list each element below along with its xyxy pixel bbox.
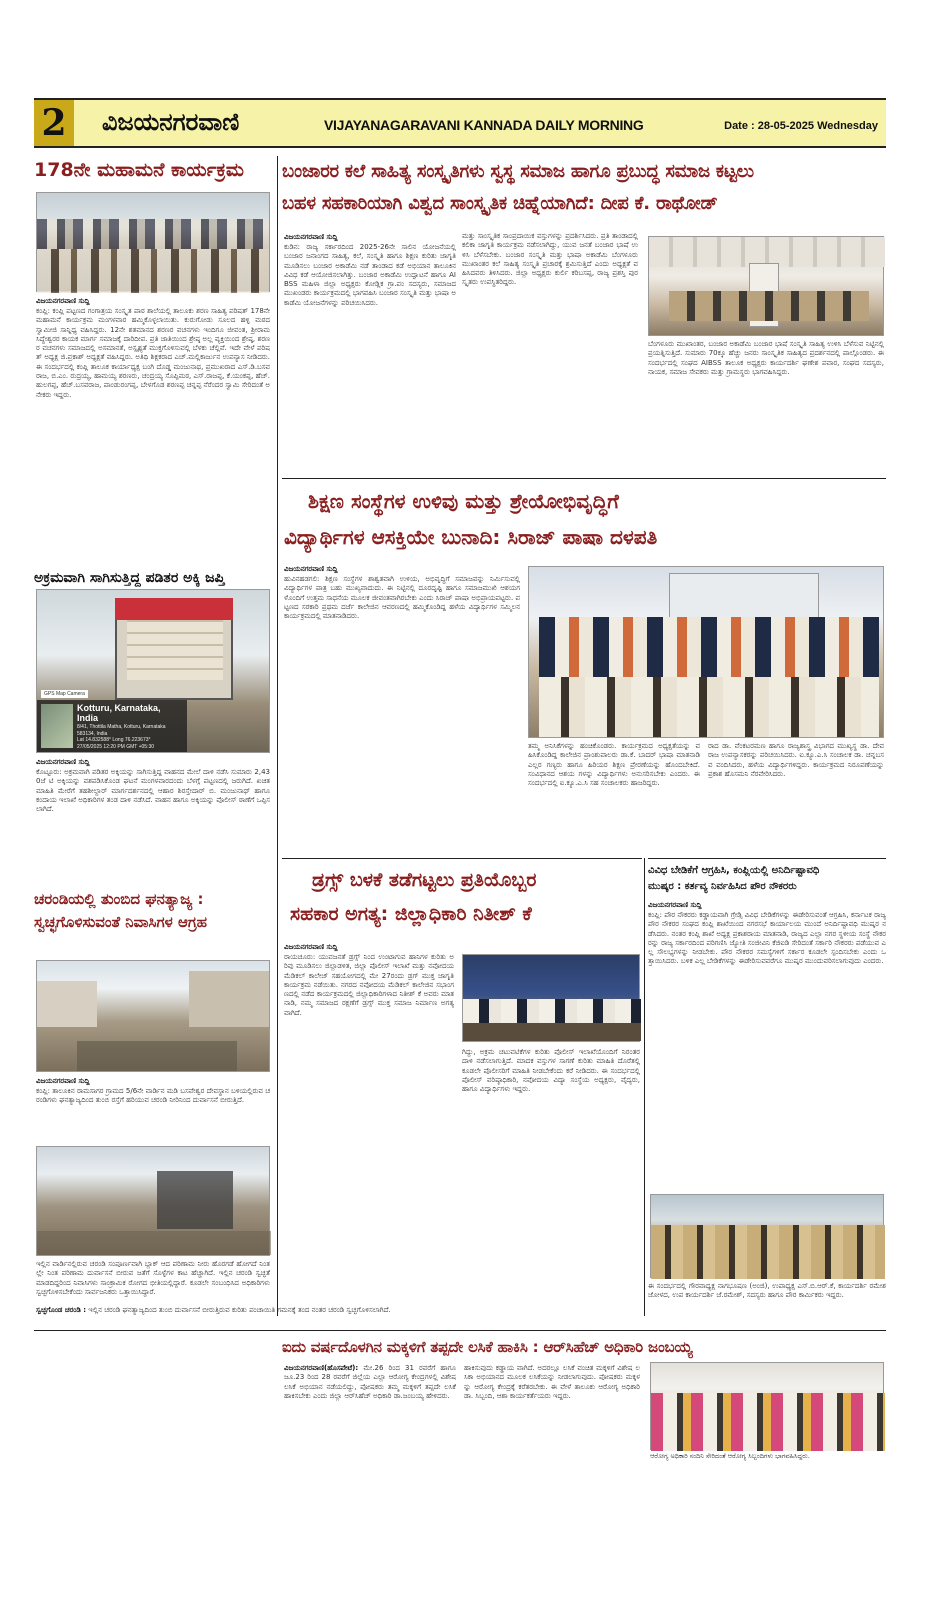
article-mahamane <box>34 156 272 564</box>
vaccination-photo <box>650 1362 884 1450</box>
byline: ವಿಜಯನಗರವಾಣಿ(ಹೊಸಪೇಟೆ): <box>284 1364 359 1372</box>
headline-line-1: ಚರಂಡಿಯಲ್ಲಿ ತುಂಬಿದ ಘನತ್ಯಾಜ್ಯ : <box>34 890 204 908</box>
column-rule <box>277 156 278 1316</box>
truck-photo <box>36 589 270 753</box>
headline-line-2: ಸಹಕಾರ ಅಗತ್ಯ: ಜಿಲ್ಲಾಧಿಕಾರಿ ನಿತೀಶ್ ಕೆ <box>290 903 532 925</box>
article-banjara <box>282 156 886 478</box>
article-body: ಕಂಪ್ಲಿ: ಕಂಪ್ಲಿ ಪಟ್ಟಣದ ಗಂಗಾತ್ರಯ ಸಂಸ್ಕೃತ ಪಾಠ ಶಾಲೆಯಲ್ಲಿ ತಾಲೂಕು ಶರಣ ಸಾಹಿತ್ಯ ಪರಿಷತ್ 178ನೇ ಮಹಾಮನೆ ಕಾರ್ಯಕ್ರಮ ಮಂಗಳವಾರ ಹಮ್ಮಿಕೊಳ್ಳಲಾಯಿತು. ಕುರುಗೋಡು ಸೂಲದ ಹಳ್ಳಿ ಮಠದ ಸ್ವಾಮೀಜಿ ಸಾನ್ನಿಧ್ಯ ವಹಿಸಿದ್ದರು. 12ನೇ ಶತಮಾನದ ಶರಣರ ವಚನಗಳು ಇಂದಿಗೂ ಜೀವಂತ, ಶ್ರೀರಾಮ ಸಿದ್ಧೇಶ್ವರರ ಕಾಯಕ ಮಾರ್ಗ ಸಮಾಜಕ್ಕೆ ದಾರಿದೀಪ. ಪ್ರತಿ ಜಾತಿಯಿಂದ ಶ್ರೇಷ್ಠ ಅಲ್ಲ ವ್ಯಕ್ತಿಯಿಂದ ಶ್ರೇಷ್ಠ, ಶರಣರ ವಚನಗಳು ಸಮಾಜದಲ್ಲಿ ಅಸಮಾನತೆ, ಅಸ್ಪೃಶ್ಯತೆ ಮುಕ್ತಗೊಳಿಸುವಲ್ಲಿ ಬೆಳಕು ಚೆಲ್ಲಿವೆ. ಇದೇ ವೇಳೆ ಪರಿಷತ್ ಅಧ್ಯಕ್ಷ ಜಿ.ಪ್ರಕಾಶ್ ಅಧ್ಯಕ್ಷತೆ ವಹಿಸಿದ್ದರು. ಅತಿಥಿ ಶಿಕ್ಷಕರಾದ ಎಚ್.ಮಲ್ಲಿಕಾರ್ಜುನ ಉಪನ್ಯಾಸ ನೀಡಿದರು. ಈ ಸಂದರ್ಭದಲ್ಲಿ ಕಂಪ್ಲಿ ತಾಲೂಕ ಕಾರ್ಯಾಧ್ಯಕ್ಷ ಬಂಗಿ ದೊಡ್ಡ ಮಂಜುನಾಥ, ಪ್ರಮುಖರಾದ ಎಸ್.ಡಿ.ಬಸವರಾಜ, ಬಿ.ಎಂ. ರುದ್ರಯ್ಯ, ಹಾಮಯ್ಯ ಶರಣರು, ಚಂದ್ರಯ್ಯ ಸೊಪ್ಪಿಮಠ, ಎಸ್.ರಾಜಪ್ಪ, ಕೆ.ಯಂಕಪ್ಪ, ಹೆಚ್.ಹುಲಗಪ್ಪ, ಹೆಚ್.ಬಸವರಾಜ, ಪಾಂಡುರಂಗಪ್ಪ, ಬೇಳಗೊಡ ಶರಣಪ್ಪ ಚನ್ನಪ್ಪ ನೆರೆಂದರ ಸ್ವಾಮಿ ಸೇರಿದಂತೆ ಅನೇಕರು ಇದ್ದರು. <box>36 307 273 399</box>
headline-line-2: ಮುಷ್ಕರ : ಕರ್ತವ್ಯ ನಿರ್ವಹಿಸಿದ ಪೌರ ನೌಕರರು <box>648 881 797 892</box>
drug-awareness-photo <box>462 954 640 1042</box>
article-body-col-2: ಮತ್ತು ಸಾಂಸ್ಕೃತಿಕ ಸಾಂಪ್ರದಾಯಿಕ ವಸ್ತುಗಳನ್ನು ಪ್ರದರ್ಶಿಸಿದರು. ಪ್ರತಿ ತಾಂಡಾದಲ್ಲಿ ಕಲಿಕಾ ಜಾಗೃತಿ ಕಾರ್ಯಕ್ರಮ ನಡೆಸಲಾಗಿದ್ದು, ಯುವ ಜನತೆ ಬಂಜಾರ ಭಾಷೆ ಉಳಿಸಿ ಬೆಳೆಸಬೇಕು. ಬಂಜಾರ ಸಂಸ್ಕೃತಿ ಮತ್ತು ಭಾಷಾ ಅಕಾಡೆಮಿ ಬೆಂಗಳೂರು ಮುಖಾಂತರ ಕಲೆ ಸಾಹಿತ್ಯ ಸಂಸ್ಕೃತಿ ಪ್ರಚಾರಕ್ಕೆ ಶ್ರಮಿಸುತ್ತಿದೆ ಎಂದು ಅಧ್ಯಕ್ಷತೆ ವಹಿಸಿದವರು ತಿಳಿಸಿದರು. ಜಿಲ್ಲಾ ಅಧ್ಯಕ್ಷರು ಕುರ್ಲಿ ಕರಿಬಸಪ್ಪ, ರಾಜ್ಯ ಪ್ರಶಸ್ತಿ ಪುರಸ್ಕೃತರು ಉಪಸ್ಥಿತರಿದ್ದರು. <box>462 232 641 287</box>
article-body-col-1: ಮೇ.26 ರಿಂದ 31 ರವರೆಗೆ ಹಾಗೂ ಜೂ.23 ರಿಂದ 28 ರವರೆಗೆ ಜಿಲ್ಲೆಯ ಎಲ್ಲಾ ಆರೋಗ್ಯ ಕೇಂದ್ರಗಳಲ್ಲಿ ವಿಶೇಷ ಲಸಿಕೆ ಅಭಿಯಾನ ನಡೆಯಲಿದ್ದು, ಪೋಷಕರು ತಮ್ಮ ಮಕ್ಕಳಿಗೆ ತಪ್ಪದೇ ಲಸಿಕೆ ಹಾಕಿಸಬೇಕು ಎಂದು ಜಿಲ್ಲಾ ಆರ್‌ಸಿಹೆಚ್ ಅಧಿಕಾರಿ ಡಾ.ಜಂಬಯ್ಯ ಹೇಳಿದರು. <box>284 1364 456 1400</box>
gps-camera-tag: GPS Map Camera <box>41 690 88 698</box>
headline-line-2: ಸ್ವಚ್ಛಗೊಳಿಸುವಂತೆ ನಿವಾಸಿಗಳ ಆಗ್ರಹ <box>34 913 208 931</box>
masthead-name-en: VIJAYANAGARAVANI KANNADA DAILY MORNING <box>324 117 644 133</box>
byline: ವಿಜಯನಗರವಾಣಿ ಸುದ್ದಿ <box>36 758 90 766</box>
banjara-event-photo <box>648 236 884 336</box>
map-thumbnail <box>41 704 73 748</box>
photo-detail: 8/41, Thottila Matha, Kotturu, Karnataka 583134, India Lat 14.832588° Long 76.223673° 27/05/2025 12:20 PM GMT +05:30 <box>77 724 166 750</box>
article-strike <box>648 858 889 1316</box>
group-photo <box>36 192 270 292</box>
masthead <box>34 98 886 148</box>
article-body-3: ಇಲ್ಲಿನ ಚರಂಡಿ ಘನತ್ಯಾಜ್ಯದಿಂದ ತುಂಬಿ ದುರ್ವಾಸನೆ ಬೀರುತ್ತಿರುವ ಕುರಿತು ಪಂಚಾಯಿತಿ ಗಮನಕ್ಕೆ ತಂದ ನಂತರ ಚರಂಡಿ ಸ್ವಚ್ಛಗೊಳಿಸಲಾಗಿದೆ. <box>88 1306 391 1314</box>
byline: ವಿಜಯನಗರವಾಣಿ ಸುದ್ದಿ <box>36 297 90 305</box>
article-body-col-1: ಕುಡಿನ: ರಾಜ್ಯ ಸರ್ಕಾರದಿಂದ 2025-26ನೇ ಸಾಲಿನ ಯೋಜನೆಯಲ್ಲಿ ಬಂಜಾರ ಜನಾಂಗದ ಸಾಹಿತ್ಯ, ಕಲೆ, ಸಂಸ್ಕೃತಿ ಹಾಗೂ ಶಿಕ್ಷಣ ಕುರಿತು ಜಾಗೃತಿ ಮೂಡಿಸಲು ಬಂಜಾರ ಅಕಾಡೆಮಿ ನಡೆ ತಾಂಡಾದ ಕಡೆ ಅಭಿಯಾನ ತಾಲೂಕಿನ ವಿವಿಧ ಕಡೆ ಆಯೋಜಿಸಲಾಗಿತ್ತು. ಬಂಜಾರ ಅಕಾಡೆಮಿ ಉದ್ಘಾಟನೆ ಹಾಗೂ AIBSS ಮಹಿಳಾ ಜಿಲ್ಲಾ ಅಧ್ಯಕ್ಷರು ಕೋಡ್ಲಿಕ ಗ್ರಾ.ಪಂ ಸದಸ್ಯರು, ಸಮಾಜದ ಮುಖಂಡರು ಕಾರ್ಯಕ್ರಮದಲ್ಲಿ ಭಾಗವಹಿಸಿ ಬಂಜಾರ ಸಂಸ್ಕೃತಿ ಮತ್ತು ಭಾಷಾ ಅಕಾಡೆಮಿ ಯೋಜನೆಗಳನ್ನು ಪರಿಚಯಿಸಿದರು. <box>284 243 459 307</box>
photo-caption: ಈ ಸಂದರ್ಭದಲ್ಲಿ ಗೌರವಾಧ್ಯಕ್ಷ ನಾಗಭೂಷಣ (ಅಂಜಿ), ಉಪಾಧ್ಯಕ್ಷ ಎಸ್.ಬಿ.ಆರ್.ಕೆ, ಕಾರ್ಯದರ್ಶಿ ರಮೇಶ ಜೋಳದ, ಉಪ ಕಾರ್ಯದರ್ಶಿ ಜೆ.ರಮೇಶ್, ಸದಸ್ಯರು ಹಾಗೂ ಪೌರ ಕಾರ್ಮಿಕರು ಇದ್ದರು. <box>648 1282 889 1300</box>
headline-line-1: ಶಿಕ್ಷಣ ಸಂಸ್ಥೆಗಳ ಉಳಿವು ಮತ್ತು ಶ್ರೇಯೋಭಿವೃದ್ಧಿಗೆ <box>308 489 619 513</box>
photo-caption: ಆರೋಗ್ಯ ಅಧಿಕಾರಿ ಸಂದಿನಿ ಸೇರಿದಂತೆ ಆರೋಗ್ಯ ಸಿಬ್ಬಂದಿಗಳು ಭಾಗವಹಿಸಿದ್ದರು. <box>650 1452 810 1460</box>
headline-line-2: ವಿದ್ಯಾರ್ಥಿಗಳ ಆಸಕ್ತಿಯೇ ಬುನಾದಿ: ಸಿರಾಜ್ ಪಾಷಾ ದಳಪತಿ <box>284 525 658 549</box>
headline-line-1: ಬಂಜಾರರ ಕಲೆ ಸಾಹಿತ್ಯ ಸಂಸ್ಕೃತಿಗಳು ಸ್ವಸ್ಥ ಸಮಾಜ ಹಾಗೂ ಪ್ರಬುದ್ಧ ಸಮಾಜ ಕಟ್ಟಲು <box>282 161 754 182</box>
article-body-col-2: ಗಿದ್ದು, ಅಕ್ರಮ ಚಟುವಟಿಕೆಗಳ ಕುರಿತು ಪೊಲೀಸ್ ಇಲಾಖೆಯೊಂದಿಗೆ ನಿರಂತರ ದಾಳಿ ನಡೆಸಲಾಗುತ್ತಿದೆ. ಮಾದಕ ವಸ್ತುಗಳ ಸಾಗಣೆ ಕುರಿತು ಮಾಹಿತಿ ದೊರೆತಲ್ಲಿ ಕೂಡಲೇ ಪೊಲೀಸರಿಗೆ ಮಾಹಿತಿ ನೀಡಬೇಕೆಂದು ಕರೆ ನೀಡಿದರು. ಈ ಸಂದರ್ಭದಲ್ಲಿ ಪೊಲೀಸ್ ವರಿಷ್ಠಾಧಿಕಾರಿ, ನವೋದಯ ವಿದ್ಯಾ ಸಂಸ್ಥೆಯ ಅಧ್ಯಕ್ಷರು, ವೈದ್ಯರು, ಹಾಗೂ ವಿದ್ಯಾರ್ಥಿಗಳು ಇದ್ದರು. <box>462 1048 643 1094</box>
byline: ವಿಜಯನಗರವಾಣಿ ಸುದ್ದಿ <box>284 233 338 241</box>
article-body-col-2: ಹಾಕಿಸುವುದು ಕಡ್ಡಾಯ ವಾಗಿದೆ. ಅದರಲ್ಲೂ ಲಸಿಕೆ ವಂಚಿತ ಮಕ್ಕಳಿಗೆ ವಿಶೇಷ ಲಸಿಕಾ ಅಭಿಯಾನದ ಮೂಲಕ ಲಸಿಕೆಯನ್ನು ನೀಡಲಾಗುವುದು. ಪೋಷಕರು ಮಕ್ಕಳನ್ನು ಆರೋಗ್ಯ ಕೇಂದ್ರಕ್ಕೆ ಕರೆತರಬೇಕು. ಈ ವೇಳೆ ತಾಲೂಕು ಆರೋಗ್ಯ ಅಧಿಕಾರಿ ಡಾ. ಸಿಬ್ಬಂದಿ, ಆಶಾ ಕಾರ್ಯಕರ್ತೆಯರು ಇದ್ದರು. <box>464 1364 643 1400</box>
headline-line-1: ಡ್ರಗ್ಸ್ ಬಳಕೆ ತಡೆಗಟ್ಟಲು ಪ್ರತಿಯೊಬ್ಬರ <box>312 869 537 891</box>
headline: 178ನೇ ಮಹಾಮನೆ ಕಾರ್ಯಕ್ರಮ <box>34 159 244 181</box>
headline: ಐದು ವರ್ಷದೊಳಗಿನ ಮಕ್ಕಳಿಗೆ ತಪ್ಪದೇ ಲಸಿಕೆ ಹಾಕಿಸಿ : ಆರ್‌ಸಿಹೆಚ್ ಅಧಿಕಾರಿ ಜಂಬಯ್ಯ <box>282 1338 693 1356</box>
alumni-meet-photo <box>528 566 884 738</box>
byline: ವಿಜಯನಗರವಾಣಿ ಸುದ್ದಿ <box>284 565 338 573</box>
subhead: ಸ್ವಚ್ಛಗೊಂಡ ಚರಂಡಿ : <box>36 1306 87 1314</box>
byline: ವಿಜಯನಗರವಾಣಿ ಸುದ್ದಿ <box>648 901 702 909</box>
article-body: ಕಂಪ್ಲಿ: ಪೌರ ನೌಕರರು ಕಡ್ಡಾಯವಾಗಿ ಗ್ರೇಡ್ಸಿ ವಿವಿಧ ಬೇಡಿಕೆಗಳನ್ನು ಈಡೇರಿಸುವಂತೆ ಆಗ್ರಹಿಸಿ, ಕರ್ನಾಟಕ ರಾಜ್ಯ ಪೌರ ನೌಕರರ ಸಂಘದ ಕಂಪ್ಲಿ ಶಾಖೆಯಿಂದ ನಗರಸಭೆ ಕಾರ್ಯಾಲಯ ಮುಂದೆ ಅನಿರ್ದಿಷ್ಟಾವಧಿ ಮುಷ್ಕರ ನಡೆಸಿದರು. ನಂತರ ಕಂಪ್ಲಿ ಶಾಖೆ ಅಧ್ಯಕ್ಷ ಪ್ರಕಾಶರಾಯ ಮಾತನಾಡಿ, ರಾಜ್ಯದ ಎಲ್ಲಾ ನಗರ ಸ್ಥಳೀಯ ಸಂಸ್ಥೆ ನೌಕರರನ್ನು ರಾಜ್ಯ ಸರ್ಕಾರದಿಂದ ಪರಿಗಣಿಸಿ ಜ್ಯೋತಿ ಸಂಜೀವಿನಿ ಕೆಜಿಐಡಿ ಸೇರಿದಂತೆ ಸರ್ಕಾರಿ ನೌಕರರು ಪಡೆಯುವ ಎಲ್ಲ ಸೌಲಭ್ಯಗಳನ್ನು ನೀಡಬೇಕು. ಪೌರ ನೌಕರರ ಸಮಸ್ಯೆಗಳಿಗೆ ಸರ್ಕಾರ ಕೂಡಲೇ ಸ್ಪಂದಿಸಬೇಕು ಎಂದು ಒತ್ತಾಯಿಸಿದರು. ಬಳಿಕ ಎಲ್ಲ ಬೇಡಿಕೆಗಳನ್ನು ಈಡೇರಿಸುವವರೆಗೂ ಮುಷ್ಕರ ಮುಂದುವರಿಸಲಾಗುವುದು ಎಂದರು. <box>648 911 889 966</box>
photo-location: Kotturu, Karnataka, India <box>77 703 161 723</box>
article-body-1: ಕಂಪ್ಲಿ: ತಾಲೂಕಿನ ರಾಮಸಾಗರ ಗ್ರಾಮದ 5/6ನೇ ವಾರ್ಡಿನ ಮಡಿ ಬಸವೇಶ್ವರ ದೇವಸ್ಥಾನ ಬಳಿಯಲ್ಲಿರುವ ಚರಂಡಿಗಳು ಘನತ್ಯಾಜ್ಯದಿಂದ ತುಂಬಿ ರಸ್ತೆಗೆ ಹರಿಯುವ ಚರಂಡಿ ನೀರಿನಿಂದ ದುರ್ವಾಸನೆ ಬೀರುತ್ತಿದೆ. <box>36 1087 270 1105</box>
headline: ಅಕ್ರಮವಾಗಿ ಸಾಗಿಸುತ್ತಿದ್ದ ಪಡಿತರ ಅಕ್ಕಿ ಜಪ್ತಿ <box>34 570 225 586</box>
masthead-name-kn: ವಿಜಯನಗರವಾಣಿ <box>102 108 240 136</box>
strike-photo <box>650 1194 884 1278</box>
drain-photo-1 <box>36 960 270 1072</box>
headline-line-1: ವಿವಿಧ ಬೇಡಿಕೆಗೆ ಆಗ್ರಹಿಸಿ, ಕಂಪ್ಲಿಯಲ್ಲಿ ಅನಿರ್ದಿಷ್ಟಾವಧಿ <box>648 865 820 876</box>
byline: ವಿಜಯನಗರವಾಣಿ ಸುದ್ದಿ <box>36 1077 90 1085</box>
article-body: ಕೊಟ್ಟೂರು: ಅಕ್ರಮವಾಗಿ ಪಡಿತರ ಅಕ್ಕಿಯನ್ನು ಸಾಗಿಸುತ್ತಿದ್ದ ವಾಹನದ ಮೇಲೆ ದಾಳಿ ನಡೆಸಿ ಸುಮಾರು 2,430ಜೆ ಟಿ ಅಕ್ಕಿಯನ್ನು ವಶಪಡಿಸಿಕೊಂಡ ಘಟನೆ ಮಂಗಳವಾರದಂದು ಬೆಳಗ್ಗೆ ಪಟ್ಟಣದಲ್ಲಿ ಜರುಗಿದೆ. ಖಚಿತ ಮಾಹಿತಿ ಮೇರೆಗೆ ತಹಶೀಲ್ದಾರ್ ಮಾರ್ಗದರ್ಶನದಲ್ಲಿ ಆಹಾರ ಶಿರಸ್ತೇದಾರ್ ಬಿ. ಮಂಜುನಾಥ್ ಹಾಗೂ ಕಂದಾಯ ಇಲಾಖೆ ಅಧಿಕಾರಿಗಳ ತಂಡ ದಾಳಿ ನಡೆಸಿದೆ. ವಾಹನ ಹಾಗೂ ಅಕ್ಕಿಯನ್ನು ಪೊಲೀಸ್ ಠಾಣೆಗೆ ಒಪ್ಪಿಸಲಾಗಿದೆ. <box>36 768 273 814</box>
headline-line-2: ಬಹಳ ಸಹಕಾರಿಯಾಗಿ ವಿಶ್ವದ ಸಾಂಸ್ಕೃತಿಕ ಚಿಹ್ನೆಯಾಗಿದೆ: ದೀಪ ಕೆ. ರಾಥೋಡ್ <box>282 193 718 214</box>
masthead-date: Date : 28-05-2025 Wednesday <box>724 120 878 132</box>
article-vaccination <box>282 1334 886 1468</box>
row-rule <box>34 1330 886 1331</box>
article-body-2: ಇಲ್ಲಿನ ವಾರ್ಡಿನಲ್ಲಿರುವ ಚರಂಡಿ ಸಂಪೂರ್ಣವಾಗಿ ಬ್ಲಾಕ್ ಆದ ಪರಿಣಾಮ ನೀರು ಹೊರಗಡೆ ಹೋಗದೆ ನಿಂತಲ್ಲೇ ನಿಂತ ಪರಿಣಾಮ ದುರ್ವಾಸನೆ ಬೀರುವ ಜತೆಗೆ ಸೊಳ್ಳೆಗಳ ಕಾಟ ಹೆಚ್ಚಾಗಿದೆ. ಇಲ್ಲಿನ ಚರಂಡಿ ಸ್ವಚ್ಛತೆ ಮಾಡದಿದ್ದರಿಂದ ನಿವಾಸಿಗಳು ಸಾಂಕ್ರಾಮಿಕ ರೋಗದ ಭೀತಿಯಲ್ಲಿದ್ದಾರೆ. ಕೂಡಲೇ ಸಂಬಂಧಿಸಿದ ಅಧಿಕಾರಿಗಳು ಸ್ವಚ್ಛಗೊಳಿಸಬೇಕೆಂದು ಸಾರ್ವಜನಿಕರು ಒತ್ತಾಯಿಸಿದ್ದಾರೆ. <box>36 1260 273 1296</box>
article-drugs <box>282 858 642 1316</box>
article-body-col-3: ರಾದ ಡಾ. ವೆಂಕಟರಮಣ ಹಾಗೂ ರಾಜ್ಯಶಾಸ್ತ್ರ ವಿಭಾಗದ ಮುಖ್ಯಸ್ಥ ಡಾ. ದೇವರಾಜ ಉಪನ್ಯಾಸಕರನ್ನು ಪರಿಚಯಿಸಿದರು. ಐ.ಕ್ಯೂ.ಎ.ಸಿ ಸಂಚಾಲಕ ಡಾ. ಚನ್ನಬಸವ ವಂದಿಸಿದರು, ಹಳೆಯ ವಿದ್ಯಾರ್ಥಿಗಳಿದ್ದರು. ಕಾರ್ಯಕ್ರಮದ ನಿರೂಪಣೆಯನ್ನು ಪ್ರಕಾಶ ಹೊಸಮನಿ ನೆರವೇರಿಸಿದರು. <box>708 742 887 778</box>
byline: ವಿಜಯನಗರವಾಣಿ ಸುದ್ದಿ <box>284 943 338 951</box>
drain-photo-2 <box>36 1146 270 1256</box>
article-body-col-2: ತಮ್ಮ ಅನಿಸಿಕೆಗಳನ್ನು ಹಂಚಿಕೊಂಡರು. ಕಾರ್ಯಕ್ರಮದ ಅಧ್ಯಕ್ಷತೆಯನ್ನು ವಹಿಸಿಕೊಂಡಿದ್ದ ಕಾಲೇಜಿನ ಪ್ರಾಂಶುಪಾಲರು ಡಾ.ಕೆ. ಬಾದರ್ ಭಾಷಾ ಮಾತನಾಡಿ ಎಲ್ಲರ ಗಣ್ಯರು ಹಾಗೂ ಹಿರಿಯರ ಶಿಕ್ಷಣ ಪ್ರೇರಣೆಯನ್ನು ಹೊಂದಬೇಕಿದೆ. ಸಂವಿಧಾನದ ಆಶಯ ಗಳನ್ನು ವಿದ್ಯಾರ್ಥಿಗಳು ಅನುಸರಿಸಬೇಕು ಎಂದರು. ಈ ಸಂದರ್ಭದಲ್ಲಿ ಐ.ಕ್ಯೂ.ಎ.ಸಿ ಸಹ ಸಂಚಾಲಕರು ಹಾಜರಿದ್ದರು. <box>528 742 703 788</box>
page-number: 2 <box>34 100 74 146</box>
article-education <box>282 478 886 854</box>
article-body-col-3: ಬೆಂಗಳೂರು ಮುಖಾಂತರ, ಬಂಜಾರ ಅಕಾಡೆಮಿ ಬಂಜಾರ ಭಾಷೆ ಸಂಸ್ಕೃತಿ ಸಾಹಿತ್ಯ ಉಳಿಸಿ ಬೆಳೆಸುವ ನಿಟ್ಟಿನಲ್ಲಿ ಪ್ರಯತ್ನಿಸುತ್ತಿದೆ. ಸುಮಾರು 70ಕ್ಕೂ ಹೆಚ್ಚು ಜನರು ಸಾಂಸ್ಕೃತಿಕ ಸಾಹಿತ್ಯದ ಪ್ರದರ್ಶನದಲ್ಲಿ ಪಾಲ್ಗೊಂಡರು. ಈ ಸಂದರ್ಭದಲ್ಲಿ ಸಂಘದ AIBSS ತಾಲೂಕ ಅಧ್ಯಕ್ಷರು ಕಾರ್ಯದರ್ಶಿ ಘಣೇಶ ಪವಾರ, ಸಂಘದ ಸದಸ್ಯರು, ನಾಯಕ, ಸಮಾಜ ಸೇವಕರು ಮತ್ತು ಗ್ರಾಮಸ್ಥರು ಭಾಗವಹಿಸಿದ್ದರು. <box>648 340 887 376</box>
article-body-col-1: ರಾಯಚೂರು: ಯುವಜನತೆ ಡ್ರಗ್ಸ್ ನಿಂದ ಉಂಟಾಗುವ ಹಾನಿಗಳ ಕುರಿತು ಅರಿವು ಮೂಡಿಸಲು ಜಿಲ್ಲಾಡಳಿತ, ಜಿಲ್ಲಾ ಪೊಲೀಸ್ ಇಲಾಖೆ ಮತ್ತು ನವೋದಯ ಮೆಡಿಕಲ್ ಕಾಲೇಜ್ ಸಹಯೋಗದಲ್ಲಿ ಮೇ 27ರಂದು ಡ್ರಗ್ ಮುಕ್ತ ಜಾಗೃತಿ ಕಾರ್ಯಕ್ರಮ ನಡೆಯಿತು. ನಗರದ ನವೋದಯ ಮೆಡಿಕಲ್ ಕಾಲೇಜಿನ ಸಭಾಂಗಣದಲ್ಲಿ ನಡೆದ ಕಾರ್ಯಕ್ರಮದಲ್ಲಿ ಜಿಲ್ಲಾಧಿಕಾರಿಗಳಾದ ನಿತೀಶ್ ಕೆ ಅವರು ಮಾತನಾಡಿ, ನಮ್ಮ ಸಮಾಜದ ರಕ್ಷಣೆಗೆ ಡ್ರಗ್ಸ್ ಮುಕ್ತ ಸಮಾಜ ನಿರ್ಮಾಣ ಅಗತ್ಯವಾಗಿದೆ. <box>284 953 457 1017</box>
article-body-col-1: ಹುವಿನಹಡಗಲಿ: ಶಿಕ್ಷಣ ಸಂಸ್ಥೆಗಳ ಶಾಶ್ವತವಾಗಿ ಉಳಿಯ, ಅಭಿವೃದ್ಧಿಗೆ ಸಮಾಜವನ್ನು ನಿರ್ಮಿಸುವಲ್ಲಿ ವಿದ್ಯಾರ್ಥಿಗಳ ಪಾತ್ರ ಬಹು ಮುಖ್ಯವಾದುದು. ಈ ನಿಟ್ಟಿನಲ್ಲಿ ದೂರದೃಷ್ಟಿ ಹಾಗೂ ಸಮಾಜಮುಖಿ ಆಶಯಗಳೊಂದಿಗೆ ಉತ್ತಮ ಸಾಧನೆಯ ಮೂಲಕ ಜೀವಂತವಾಗಿರಬೇಕು ಎಂದು ಸಿರಾಜ್ ಪಾಷಾ ಅಭಿಪ್ರಾಯಪಟ್ಟರು. ಪಟ್ಟಣದ ಸರಕಾರಿ ಪ್ರಥಮ ದರ್ಜೆ ಕಾಲೇಜಿನ ಆವರಣದಲ್ಲಿ ಹಮ್ಮಿಕೊಂಡಿದ್ದ ಹಳೆಯ ವಿದ್ಯಾರ್ಥಿಗಳ ಸಮ್ಮಿಲನ ಕಾರ್ಯಕ್ರಮದಲ್ಲಿ ಮಾತನಾಡಿದರು. <box>284 575 523 621</box>
article-rice-seizure <box>34 567 272 879</box>
